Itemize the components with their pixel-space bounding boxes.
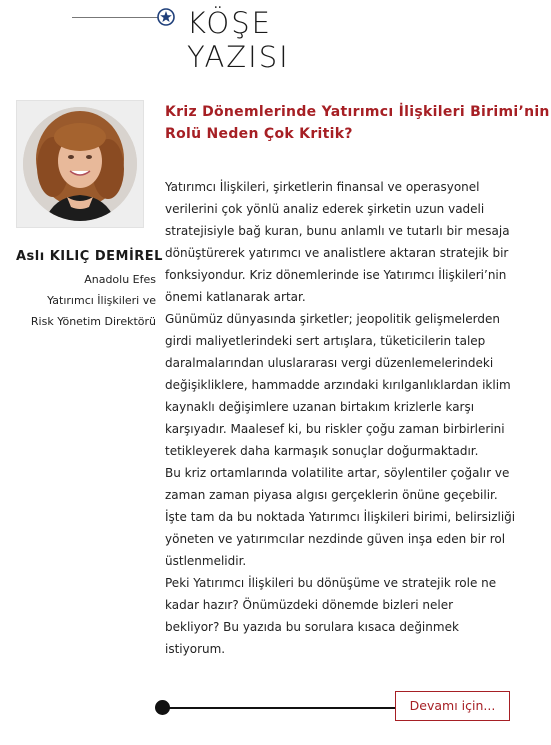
- body-line: dönüştürerek yatırımcı ve analistlere aktaran stratejik bir: [165, 246, 509, 260]
- body-line: stratejisiyle bağ kuran, bunu anlamlı ve tutarlı bir mesaja: [165, 224, 510, 238]
- body-line: fonksiyondur. Kriz dönemlerinde ise Yatırımcı İlişkileri’nin: [165, 268, 507, 282]
- body-line: Peki Yatırımcı İlişkileri bu dönüşüme ve stratejik role ne: [165, 576, 497, 590]
- body-line: girdi maliyetlerindeki sert artışlara, tüketicilerin talep: [165, 334, 486, 348]
- article-title-line: Kriz Dönemlerinde Yatırımcı İlişkileri Birimi’nin: [165, 104, 550, 120]
- body-line: üstlenmelidir.: [165, 554, 247, 568]
- body-line: zaman zaman piyasa algısı gerçeklerin önüne geçebilir.: [165, 488, 498, 502]
- article-body: [165, 176, 540, 660]
- body-line: Yatırımcı İlişkileri, şirketlerin finansal ve operasyonel: [165, 180, 480, 194]
- author-role-line: Anadolu Efes: [84, 273, 156, 286]
- body-line: yöneten ve yatırımcılar nezdinde güven inşa eden bir rol: [165, 532, 506, 546]
- read-more-button[interactable]: Devamı için...: [395, 691, 510, 721]
- author-photo-frame: [16, 100, 144, 228]
- body-line: bekliyor? Bu yazıda bu sorulara kısaca değinmek: [165, 620, 459, 634]
- body-line: önemi katlanarak artar.: [165, 290, 306, 304]
- body-line: kaynaklı değişimlere uzanan birtakım krizlerle karşı: [165, 400, 475, 414]
- article-title: [165, 101, 550, 145]
- header-rule: [72, 17, 158, 18]
- body-line: daralmalarından uluslararası vergi düzenlemelerindeki: [165, 356, 494, 370]
- article-title-line: Rolü Neden Çok Kritik?: [165, 126, 353, 142]
- section-title-line: YAZISI: [187, 40, 290, 74]
- author-role: [0, 269, 156, 332]
- body-line: kadar hazır? Önümüzdeki dönemde bizleri neler: [165, 598, 454, 612]
- author-name: Aslı KILIÇ DEMİREL: [16, 249, 163, 264]
- author-role-line: Yatırımcı İlişkileri ve: [47, 294, 156, 307]
- author-role-line: Risk Yönetim Direktörü: [30, 315, 156, 328]
- star-badge-icon: [156, 7, 176, 27]
- footer-rule: [160, 707, 396, 709]
- footer-dot: [155, 700, 170, 715]
- body-line: değişikliklere, hammadde arzındaki kırılganlıklardan iklim: [165, 378, 511, 392]
- section-title-line: KÖŞE: [187, 6, 272, 40]
- section-title: [187, 6, 290, 74]
- author-photo: [23, 107, 137, 221]
- body-line: verilerini çok yönlü analiz ederek şirketin uzun vadeli: [165, 202, 485, 216]
- body-line: Bu kriz ortamlarında volatilite artar, söylentiler çoğalır ve: [165, 466, 510, 480]
- body-line: tetikleyerek daha karmaşık sonuçlar doğurmaktadır.: [165, 444, 479, 458]
- body-line: istiyorum.: [165, 642, 226, 656]
- body-line: Günümüz dünyasında şirketler; jeopolitik gelişmelerden: [165, 312, 500, 326]
- body-line: karşıyadır. Maalesef ki, bu riskler çoğu zaman birbirlerini: [165, 422, 505, 436]
- body-line: İşte tam da bu noktada Yatırımcı İlişkileri birimi, belirsizliği: [165, 510, 516, 524]
